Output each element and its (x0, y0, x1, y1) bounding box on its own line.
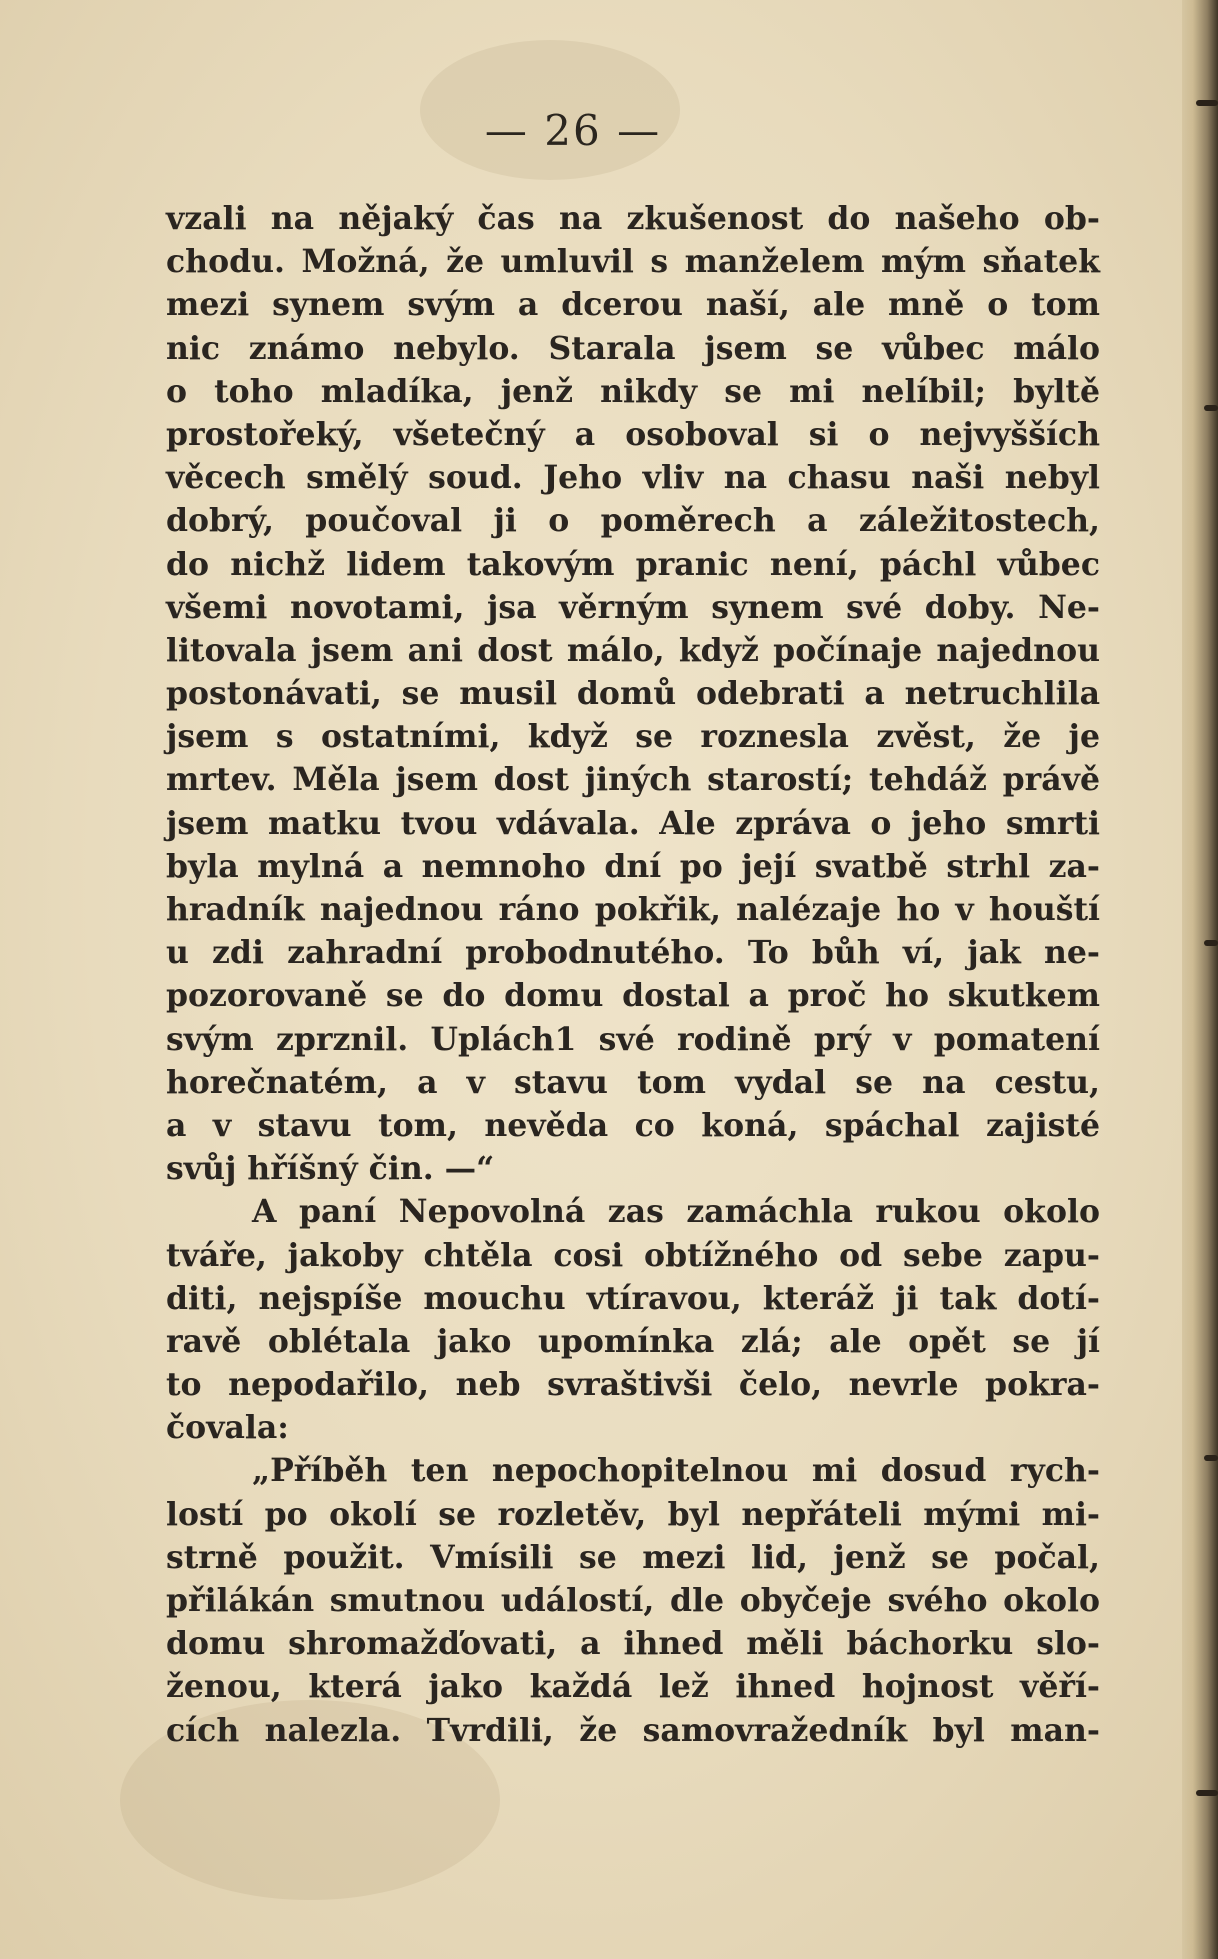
text-line: prostořeký, všetečný a osoboval si o nejvyšších (166, 415, 1100, 453)
text-line: dobrý, poučoval ji o poměrech a záležitostech, (166, 502, 1100, 540)
text-line: věcech smělý soud. Jeho vliv na chasu naši nebyl (166, 459, 1100, 497)
text-line: svým zprznil. Uplách1 své rodině prý v pomatení (166, 1020, 1100, 1058)
text-line: byla mylná a nemnoho dní po její svatbě strhl za- (166, 847, 1100, 885)
edge-mark (1204, 1455, 1218, 1461)
text-line: jsem matku tvou vdávala. Ale zpráva o jeho smrti (166, 804, 1100, 842)
text-line: lostí po okolí se rozletěv, byl nepřáteli mými mi- (166, 1495, 1100, 1533)
text-line: mezi synem svým a dcerou naší, ale mně o tom (166, 286, 1100, 324)
text-line: všemi novotami, jsa věrným synem své doby. Ne- (166, 588, 1100, 626)
text-line: ravě oblétala jako upomínka zlá; ale opět se jí (166, 1322, 1100, 1360)
edge-mark (1204, 405, 1218, 411)
text-line: přilákán smutnou událostí, dle obyčeje svého okolo (166, 1582, 1100, 1619)
text-line: „Příběh ten nepochopitelnou mi dosud rych- (252, 1452, 1100, 1490)
page-number: — 26 — (484, 106, 662, 155)
text-line: pozorovaně se do domu dostal a proč ho skutkem (166, 977, 1100, 1015)
text-line: nic známo nebylo. Starala jsem se vůbec málo (166, 329, 1100, 367)
text-line: ženou, která jako každá lež ihned hojnost věří- (166, 1668, 1100, 1706)
text-line: diti, nejspíše mouchu vtíravou, kteráž ji tak dotí- (166, 1279, 1100, 1317)
text-line: o toho mladíka, jenž nikdy se mi nelíbil; byltě (166, 372, 1100, 410)
text-line: strně použit. Vmísili se mezi lid, jenž se počal, (166, 1538, 1100, 1576)
text-line: svůj hříšný čin. —“ (166, 1150, 495, 1188)
text-line: do nichž lidem takovým pranic není, páchl vůbec (166, 545, 1100, 583)
page-edge (1182, 0, 1218, 1959)
text-line: domu shromažďovati, a ihned měli báchorku slo- (166, 1625, 1100, 1663)
text-line: horečnatém, a v stavu tom vydal se na cestu, (166, 1063, 1100, 1101)
text-line: a v stavu tom, nevěda co koná, spáchal zajisté (166, 1106, 1100, 1144)
text-line: mrtev. Měla jsem dost jiných starostí; tehdáž právě (166, 761, 1100, 799)
edge-mark (1196, 1790, 1218, 1796)
edge-mark (1204, 940, 1218, 946)
text-line: to nepodařilo, neb svraštivši čelo, nevrle pokra- (166, 1366, 1100, 1404)
text-line: jsem s ostatními, když se roznesla zvěst, že je (166, 718, 1100, 756)
text-line: cích nalezla. Tvrdili, že samovražedník byl man- (166, 1711, 1100, 1749)
text-line: litovala jsem ani dost málo, když počínaje najednou (166, 631, 1100, 669)
body-text (166, 197, 1100, 1752)
text-line: tváře, jakoby chtěla cosi obtížného od sebe zapu- (166, 1236, 1100, 1274)
text-line: hradník najednou ráno pokřik, nalézaje ho v houští (166, 891, 1100, 928)
text-line: A paní Nepovolná zas zamáchla rukou okolo (252, 1193, 1100, 1231)
edge-mark (1196, 100, 1218, 106)
text-line: chodu. Možná, že umluvil s manželem mým sňatek (166, 243, 1100, 281)
text-line: u zdi zahradní probodnutého. To bůh ví, jak ne- (166, 934, 1100, 972)
text-line: čovala: (166, 1409, 289, 1447)
text-line: vzali na nějaký čas na zkušenost do našeho ob- (166, 200, 1100, 237)
text-line: postonávati, se musil domů odebrati a netruchlila (166, 675, 1100, 713)
